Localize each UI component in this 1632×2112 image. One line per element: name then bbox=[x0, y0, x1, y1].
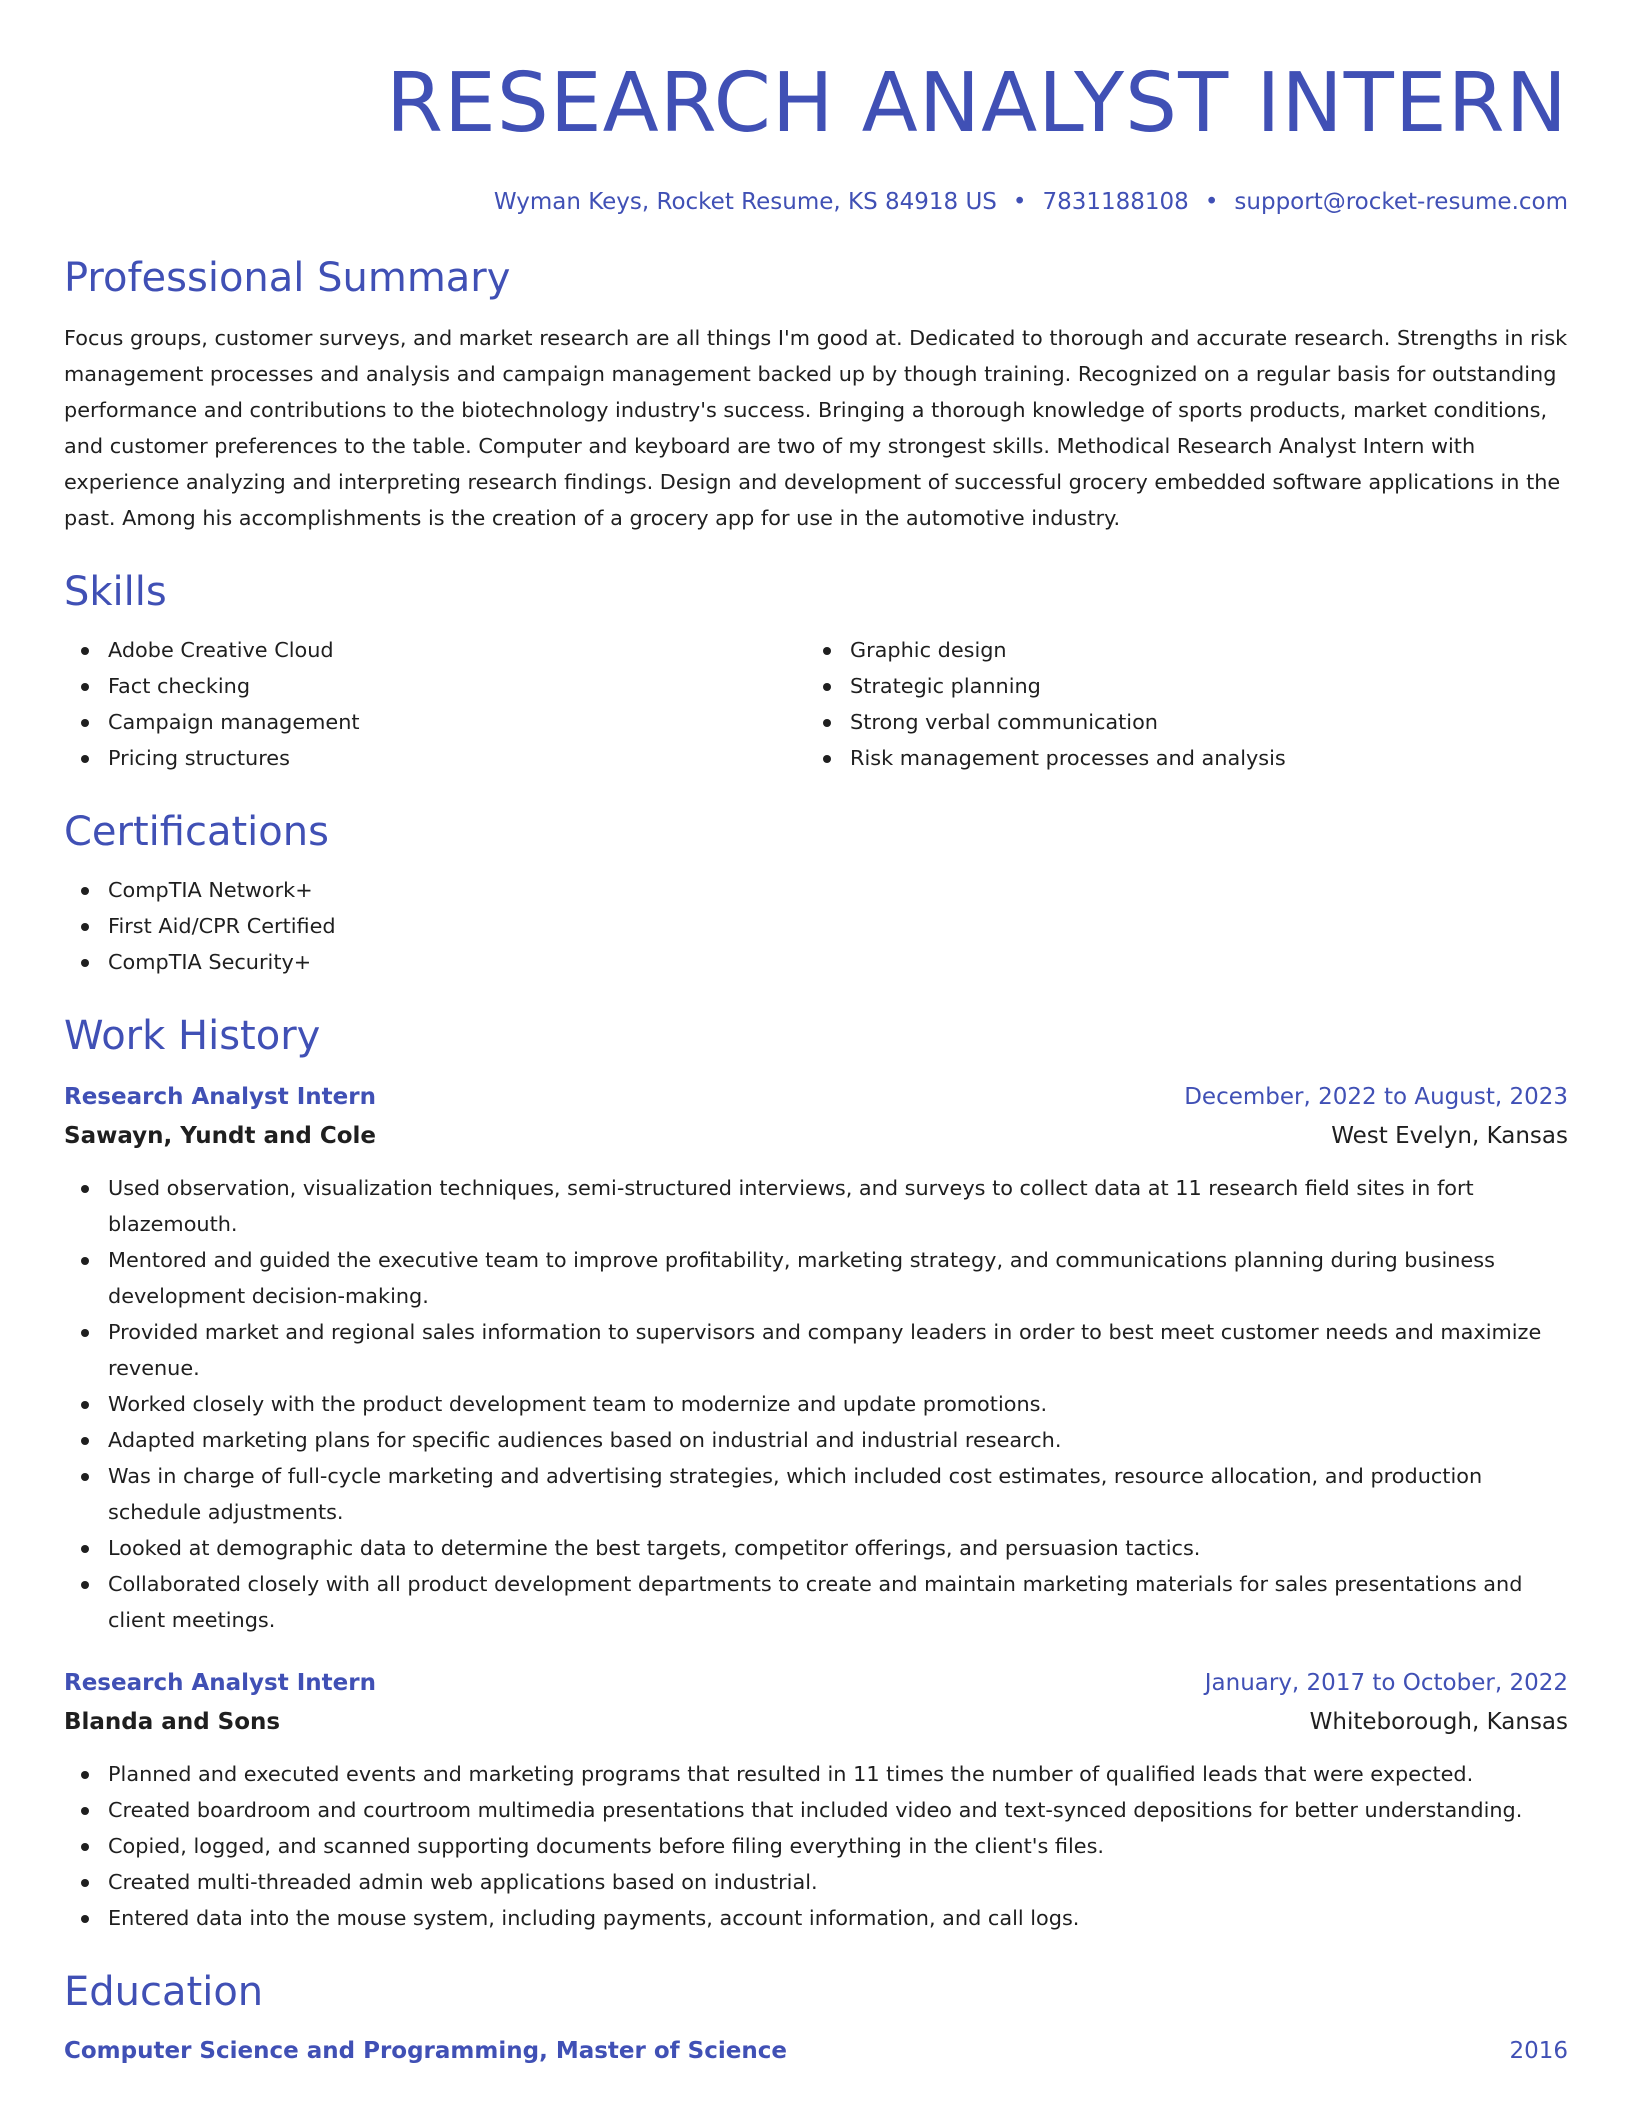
education-entry bbox=[64, 2032, 1568, 2070]
job-dates: January, 2017 to October, 2022 bbox=[1204, 1670, 1568, 1696]
job-company: Blanda and Sons bbox=[64, 1709, 281, 1735]
skills-heading: Skills bbox=[64, 569, 167, 615]
job-bullet-list bbox=[64, 1170, 1568, 1638]
skill-item: Pricing structures bbox=[64, 740, 806, 776]
skill-item: Risk management processes and analysis bbox=[806, 740, 1548, 776]
job-entry bbox=[64, 1078, 1568, 1638]
job-company-row bbox=[64, 1116, 1568, 1156]
skill-item: Fact checking bbox=[64, 668, 806, 704]
education-year: 2016 bbox=[1509, 2038, 1568, 2064]
job-title: Research Analyst Intern bbox=[64, 1670, 376, 1696]
work-history-section bbox=[64, 1010, 1568, 1936]
job-bullet: Was in charge of full-cycle marketing and advertising strategies, which included cost estimates, resource allocation, and production schedule adjustments. bbox=[64, 1458, 1568, 1530]
contact-separator: • bbox=[1012, 189, 1027, 215]
summary-heading: Professional Summary bbox=[64, 255, 511, 301]
education-degree: Computer Science and Programming, Master of Science bbox=[64, 2038, 787, 2064]
job-entry bbox=[64, 1664, 1568, 1936]
job-bullet: Provided market and regional sales information to supervisors and company leaders in order to best meet customer needs and maximize revenue. bbox=[64, 1314, 1568, 1386]
certification-item: First Aid/CPR Certified bbox=[64, 908, 1568, 944]
skill-item: Strong verbal communication bbox=[806, 704, 1548, 740]
skills-list-right bbox=[806, 632, 1548, 776]
contact-line bbox=[64, 186, 1568, 218]
job-company-row bbox=[64, 1702, 1568, 1742]
job-location: West Evelyn, Kansas bbox=[1331, 1123, 1568, 1149]
skill-item: Adobe Creative Cloud bbox=[64, 632, 806, 668]
job-bullet: Looked at demographic data to determine the best targets, competitor offerings, and persuasion tactics. bbox=[64, 1530, 1568, 1566]
job-bullet: Mentored and guided the executive team to improve profitability, marketing strategy, and communications planning during business development decision-making. bbox=[64, 1242, 1568, 1314]
resume-page bbox=[64, 0, 1568, 2070]
resume-header bbox=[64, 0, 1568, 218]
education-section bbox=[64, 1966, 1568, 2070]
education-heading: Education bbox=[64, 1969, 264, 2015]
job-bullet: Used observation, visualization techniques, semi-structured interviews, and surveys to collect data at 11 research field sites in fort blazemouth. bbox=[64, 1170, 1568, 1242]
job-bullet: Planned and executed events and marketing programs that resulted in 11 times the number of qualified leads that were expected. bbox=[64, 1756, 1568, 1792]
skills-section bbox=[64, 566, 1568, 776]
job-bullet: Created multi-threaded admin web applications based on industrial. bbox=[64, 1864, 1568, 1900]
certification-item: CompTIA Network+ bbox=[64, 872, 1568, 908]
contact-email: support@rocket-resume.com bbox=[1234, 189, 1568, 215]
job-dates: December, 2022 to August, 2023 bbox=[1184, 1084, 1568, 1110]
skill-item: Strategic planning bbox=[806, 668, 1548, 704]
work-history-heading: Work History bbox=[64, 1013, 321, 1059]
certification-item: CompTIA Security+ bbox=[64, 944, 1568, 980]
contact-phone: 7831188108 bbox=[1042, 189, 1189, 215]
skill-item: Graphic design bbox=[806, 632, 1548, 668]
contact-separator: • bbox=[1204, 189, 1219, 215]
job-bullet: Collaborated closely with all product development departments to create and maintain marketing materials for sales presentations and client meetings. bbox=[64, 1566, 1568, 1638]
job-bullet: Copied, logged, and scanned supporting documents before filing everything in the client's files. bbox=[64, 1828, 1568, 1864]
summary-text: Focus groups, customer surveys, and market research are all things I'm good at. Dedicated to thorough and accurate research. Strengths in risk management processes and analysis and campaign management backed up by though training. Recognized on a regular basis for outstanding performance and contributions to the biotechnology industry's success. Bringing a thorough knowledge of sports products, market conditions, and customer preferences to the table. Computer and keyboard are two of my strongest skills. Methodical Research Analyst Intern with experience analyzing and interpreting research findings. Design and development of successful grocery embedded software applications in the past. Among his accomplishments is the creation of a grocery app for use in the automotive industry. bbox=[64, 326, 1568, 530]
certifications-heading: Certifications bbox=[64, 809, 329, 855]
contact-address: Wyman Keys, Rocket Resume, KS 84918 US bbox=[493, 189, 997, 215]
job-bullet: Entered data into the mouse system, including payments, account information, and call logs. bbox=[64, 1900, 1568, 1936]
job-header-row bbox=[64, 1664, 1568, 1702]
resume-title: RESEARCH ANALYST INTERN bbox=[386, 56, 1568, 151]
summary-section bbox=[64, 252, 1568, 536]
certifications-list bbox=[64, 872, 1568, 980]
job-bullet-list bbox=[64, 1756, 1568, 1936]
job-bullet: Created boardroom and courtroom multimedia presentations that included video and text-synced depositions for better understanding. bbox=[64, 1792, 1568, 1828]
job-header-row bbox=[64, 1078, 1568, 1116]
skill-item: Campaign management bbox=[64, 704, 806, 740]
skills-grid bbox=[64, 632, 1568, 776]
job-location: Whiteborough, Kansas bbox=[1309, 1709, 1568, 1735]
job-bullet: Worked closely with the product development team to modernize and update promotions. bbox=[64, 1386, 1568, 1422]
skills-list-left bbox=[64, 632, 806, 776]
certifications-section bbox=[64, 806, 1568, 980]
job-bullet: Adapted marketing plans for specific audiences based on industrial and industrial research. bbox=[64, 1422, 1568, 1458]
job-company: Sawayn, Yundt and Cole bbox=[64, 1123, 376, 1149]
job-title: Research Analyst Intern bbox=[64, 1084, 376, 1110]
